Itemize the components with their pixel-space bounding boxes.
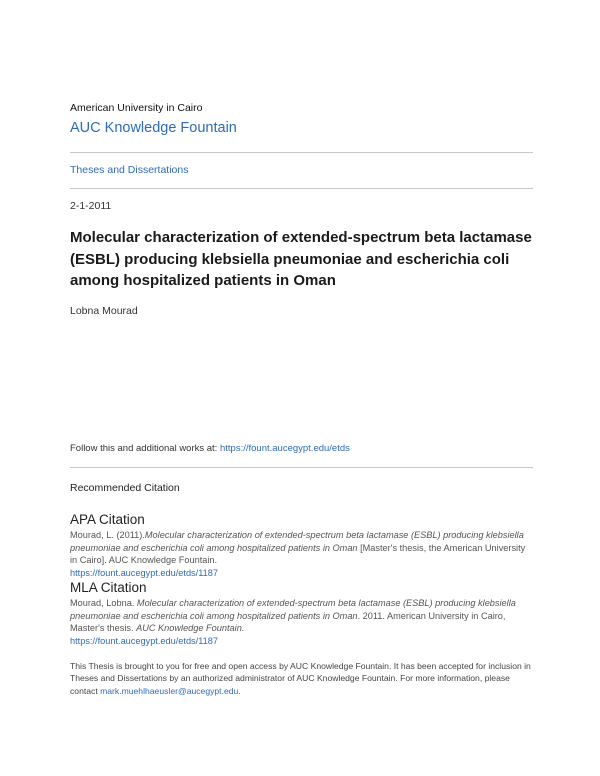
series-link[interactable]: Theses and Dissertations — [70, 164, 189, 176]
mla-title: Molecular characterization of extended-spectrum beta lactamase (ESBL) producing klebsiella pneumoniae and escherichia coli among hospitalized patients in Oman — [70, 598, 516, 621]
divider — [70, 152, 533, 153]
mla-citation-body — [70, 597, 533, 648]
recommended-citation-heading: Recommended Citation — [70, 482, 180, 494]
mla-repo: AUC Knowledge Fountain. — [136, 623, 245, 634]
apa-citation-body — [70, 529, 533, 580]
divider — [70, 188, 533, 189]
apa-title: Molecular characterization of extended-spectrum beta lactamase (ESBL) producing klebsiella pneumoniae and escherichia coli among hospitalized patients in Oman — [70, 530, 524, 553]
access-notice — [70, 660, 533, 697]
institution-name: American University in Cairo — [70, 102, 203, 114]
apa-citation-heading: APA Citation — [70, 512, 145, 527]
access-notice-text: This Thesis is brought to you for free and open access by AUC Knowledge Fountain. It has been accepted for inclusion in Theses and Dissertations by an authorized administrator of AUC Knowledge Fountain. For more information, please contact — [70, 661, 531, 696]
etds-link[interactable]: https://fount.aucegypt.edu/etds — [219, 443, 350, 454]
follow-text: Follow this and additional works at: — [70, 443, 220, 454]
publication-date: 2-1-2011 — [70, 200, 112, 212]
thesis-title: Molecular characterization of extended-spectrum beta lactamase (ESBL) producing klebsiella pneumoniae and escherichia coli among hospitalized patients in Oman — [70, 229, 532, 289]
mla-middle: . 2011. American University in Cairo, Master's thesis. — [70, 610, 506, 634]
mla-link[interactable]: https://fount.aucegypt.edu/etds/1187 — [70, 636, 218, 647]
mla-citation-heading: MLA Citation — [70, 580, 147, 595]
apa-prefix: Mourad, L. (2011). — [70, 530, 145, 540]
author-name: Lobna Mourad — [70, 305, 138, 317]
repository-link[interactable]: AUC Knowledge Fountain — [70, 120, 237, 136]
apa-suffix: [Master's thesis, the American University in Cairo]. AUC Knowledge Fountain. — [70, 542, 526, 566]
divider — [70, 467, 533, 468]
access-notice-end: . — [238, 685, 241, 696]
apa-link[interactable]: https://fount.aucegypt.edu/etds/1187 — [70, 568, 218, 579]
contact-email-link[interactable]: mark.muehlhaeusler@aucegypt.edu — [100, 685, 239, 696]
follow-line — [70, 443, 350, 454]
mla-prefix: Mourad, Lobna. — [70, 598, 137, 608]
